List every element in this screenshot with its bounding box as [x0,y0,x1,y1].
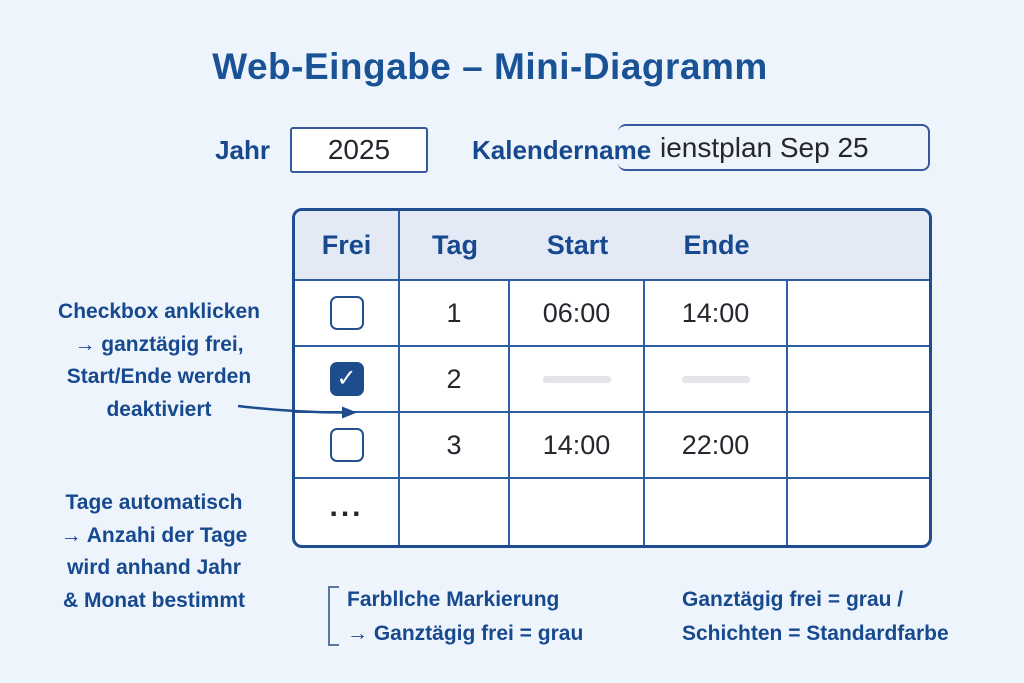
day-cell: 3 [400,413,510,479]
start-cell[interactable]: 06:00 [510,281,645,347]
check-icon: ✓ [336,365,357,392]
column-header-tag: Tag [400,211,510,281]
bracket-glyph [328,586,339,646]
annotation-line: Ganztägig frei = grau / [682,588,904,611]
annotation-line: wird anhand Jahr [67,556,241,579]
disabled-field-placeholder [543,376,611,383]
extra-cell [788,479,929,545]
table-row [295,413,400,479]
end-cell-disabled [645,347,788,413]
year-label: Jahr [215,135,270,165]
end-cell [645,479,788,545]
free-checkbox[interactable] [330,296,364,330]
annotation-line: Start/Ende werden [66,365,252,388]
annotation-line: → Anzahi der Tage [60,523,248,547]
start-cell [510,479,645,545]
start-cell-disabled [510,347,645,413]
annotation-line: Farbllche Markierung [347,588,560,611]
column-header-start: Start [510,211,645,281]
annotation-line: & Monat bestimmt [62,588,245,612]
calendar-name-value: ienstplan Sep 25 [660,131,869,163]
color-marking-annotation [347,583,627,651]
annotation-arrow [236,398,360,420]
column-header-empty [788,211,929,281]
free-checkbox[interactable] [330,362,364,396]
calendar-name-label: Kalendername [472,135,652,165]
free-checkbox[interactable] [330,428,364,462]
end-cell[interactable]: 22:00 [645,413,788,479]
annotation-line: Tage automatisch [65,491,243,514]
annotation-line: → Ganztägig frei = grau [347,622,584,645]
disabled-field-placeholder [682,376,750,383]
year-value: 2025 [327,134,391,165]
annotation-line: deaktiviert [106,397,212,421]
day-cell [400,479,510,545]
day-cell: 2 [400,347,510,413]
extra-cell [788,413,929,479]
days-annotation [25,487,283,617]
legend-annotation [682,583,992,651]
extra-cell [788,281,929,347]
table-row [295,281,400,347]
end-cell[interactable]: 14:00 [645,281,788,347]
start-cell[interactable]: 14:00 [510,413,645,479]
column-header-ende: Ende [645,211,788,281]
calendar-name-input[interactable] [618,124,930,171]
annotation-line: Checkbox anklicken [58,300,260,323]
page-title: Web-Eingabe – Mini-Diagramm [212,46,768,87]
annotation-line: → ganztägig frei, [74,332,244,356]
more-rows-ellipsis: ... [295,479,400,545]
column-header-frei: Frei [295,211,400,281]
annotation-line: Schichten = Standardfarbe [682,622,949,645]
day-cell: 1 [400,281,510,347]
shift-table [292,208,932,548]
extra-cell [788,347,929,413]
year-input[interactable] [290,127,428,173]
